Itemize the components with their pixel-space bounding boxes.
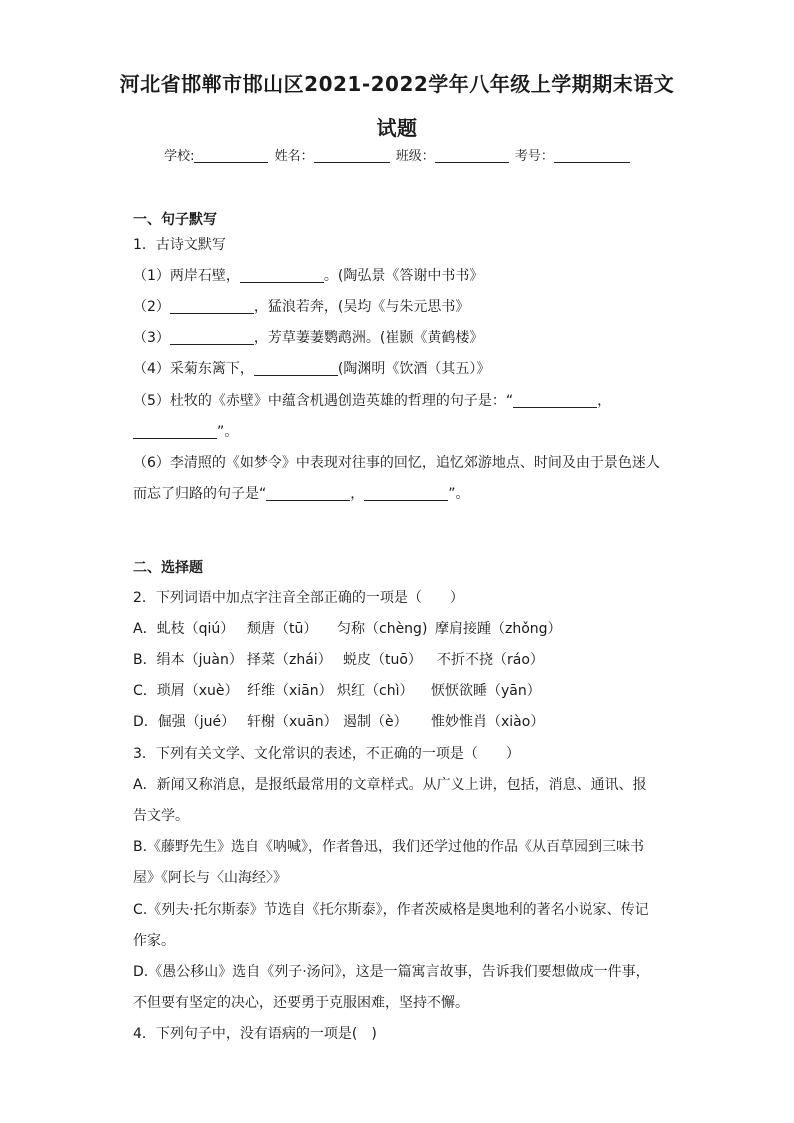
exam-number-blank[interactable]: [554, 148, 630, 163]
school-field: 学校:: [164, 145, 268, 164]
name-field: 姓名：: [275, 145, 390, 164]
question-3-option-a-continued: 告文学。: [133, 808, 189, 824]
question-1-part-3: （3） ，芳草萋萋鹦鹉洲。(崔颢《黄鹤楼》: [133, 330, 484, 346]
answer-blank[interactable]: [240, 267, 324, 283]
question-2: 2．下列词语中加点字注音全部正确的一项是（ ）: [133, 590, 464, 606]
name-blank[interactable]: [314, 148, 390, 163]
question-1: 1．古诗文默写: [133, 237, 226, 253]
section-heading-choice: 二、选择题: [133, 560, 203, 576]
exam-title: 河北省邯郸市邯山区2021-2022学年八年级上学期期末语文: [119, 72, 675, 96]
answer-blank[interactable]: [364, 485, 448, 501]
answer-blank[interactable]: [254, 360, 338, 376]
student-info-row: [0, 145, 794, 164]
question-3-option-a[interactable]: A．新闻又称消息，是报纸最常用的文章样式。从广义上讲，包括，消息、通讯、报: [133, 777, 647, 793]
question-4: 4．下列句子中，没有语病的一项是( ): [133, 1026, 377, 1042]
answer-blank[interactable]: [170, 329, 254, 345]
question-1-part-1: （1）两岸石壁， 。(陶弘景《答谢中书书》: [133, 268, 484, 284]
question-3-option-d[interactable]: D.《愚公移山》选自《列子·汤问》，这是一篇寓言故事，告诉我们要想做成一件事，: [133, 964, 650, 980]
answer-blank[interactable]: [133, 423, 217, 439]
question-1-part-6: （6）李清照的《如梦令》中表现对往事的回忆，追忆郊游地点、时间及由于景色迷人: [133, 455, 660, 471]
question-3: 3．下列有关文学、文化常识的表述，不正确的一项是（ ）: [133, 746, 520, 762]
question-3-option-c-continued: 作家。: [133, 933, 175, 949]
class-blank[interactable]: [435, 148, 509, 163]
question-2-option-d[interactable]: D．倔强（jué） 轩榭（xuān） 遏制（è） 惟妙惟肖（xiào）: [133, 714, 545, 730]
exam-number-field: 考号：: [515, 145, 630, 164]
question-1-part-2: （2） ，猛浪若奔，(吴均《与朱元思书》: [133, 299, 470, 315]
answer-blank[interactable]: [170, 298, 254, 314]
question-3-option-d-continued: 不但要有坚定的决心，还要勇于克服困难，坚持不懈。: [133, 995, 469, 1011]
question-1-part-6-continued: 而忘了归路的句子是“ ， ”。: [133, 486, 470, 502]
answer-blank[interactable]: [266, 485, 350, 501]
question-1-part-5: （5）杜牧的《赤壁》中蕴含机遇创造英雄的哲理的句子是：“ ，: [133, 393, 612, 409]
exam-title-continued: 试题: [376, 116, 418, 140]
question-2-option-a[interactable]: A．虬枝（qiú） 颓唐（tū） 匀称（chèng) 摩肩接踵（zhǒng）: [133, 621, 562, 637]
question-3-option-b-continued: 屋》《阿长与〈山海经〉》: [133, 870, 287, 886]
question-1-part-4: （4）采菊东篱下， (陶渊明《饮酒（其五）》: [133, 361, 491, 377]
question-2-option-b[interactable]: B．绢本（juàn） 择菜（zhái） 蜕皮（tuō） 不折不挠（ráo）: [133, 652, 544, 668]
answer-blank[interactable]: [513, 392, 597, 408]
class-field: 班级：: [396, 145, 509, 164]
section-heading-dictation: 一、句子默写: [133, 212, 217, 228]
question-3-option-b[interactable]: B.《藤野先生》选自《呐喊》，作者鲁迅，我们还学过他的作品《从百草园到三味书: [133, 839, 645, 855]
question-2-option-c[interactable]: C．琐屑（xuè） 纤维（xiān） 炽红（chì） 恹恹欲睡（yān）: [133, 683, 541, 699]
question-3-option-c[interactable]: C.《列夫·托尔斯泰》节选自《托尔斯泰》，作者茨威格是奥地利的著名小说家、传记: [133, 902, 649, 918]
school-blank[interactable]: [194, 148, 268, 163]
question-1-part-5-continued: ”。: [133, 421, 238, 441]
